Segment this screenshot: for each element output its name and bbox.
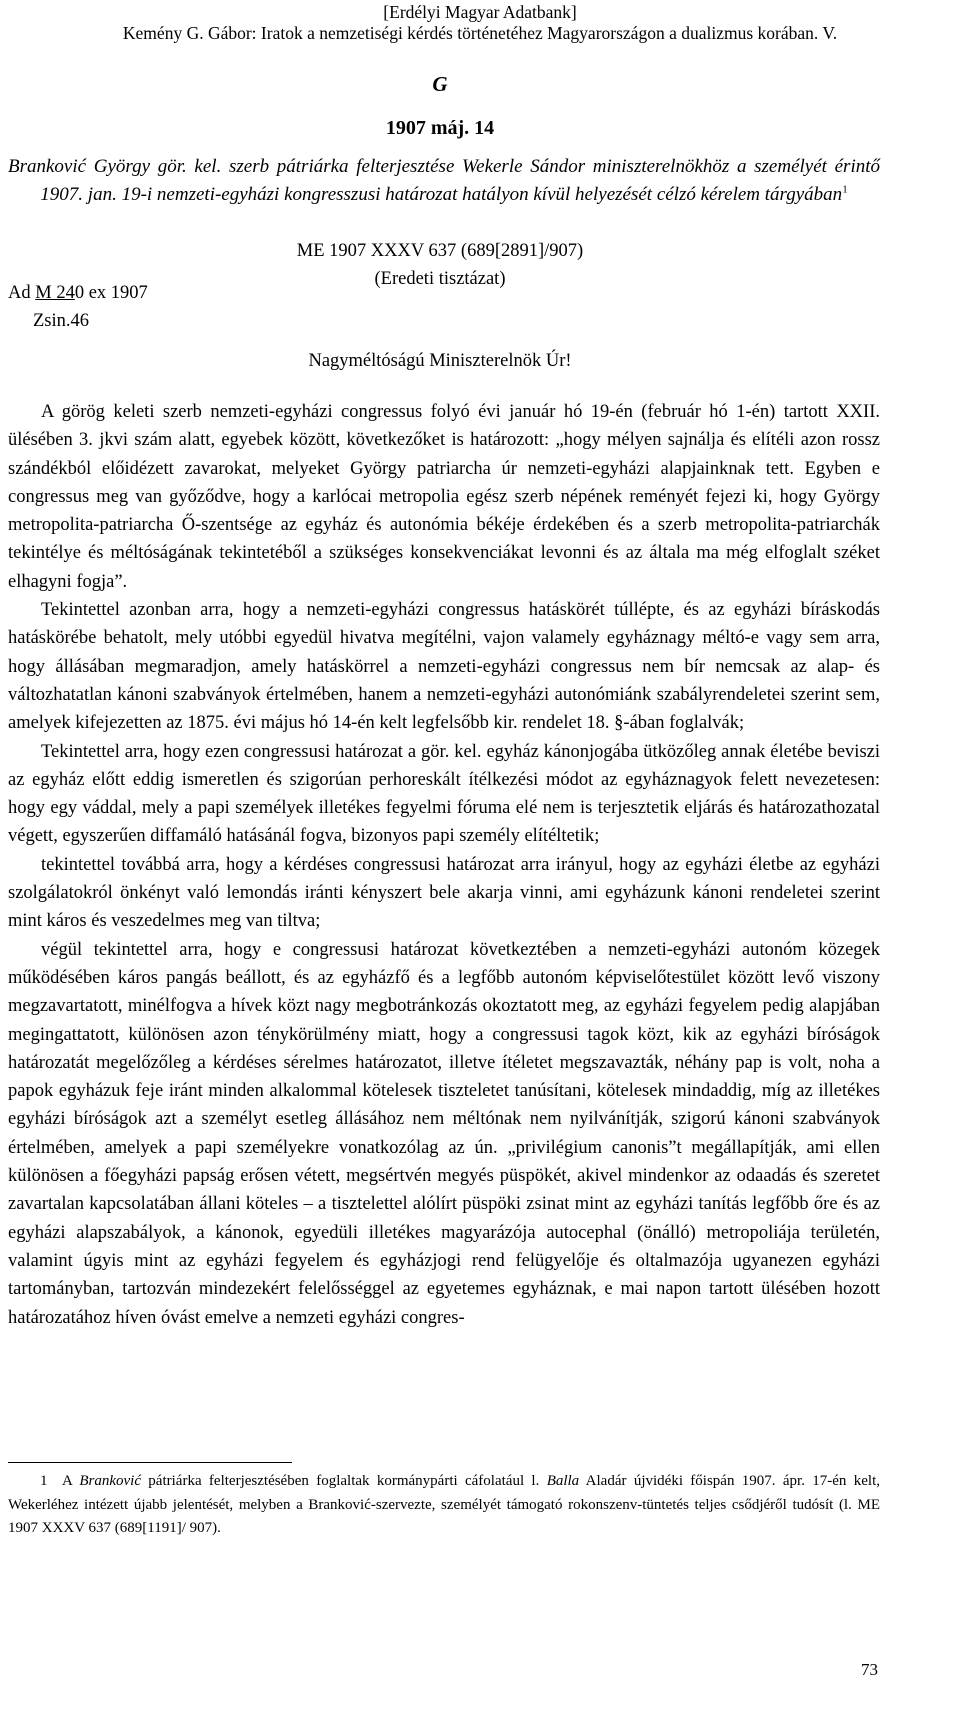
section-letter: G [432, 72, 448, 96]
filing-reference-line-1 [8, 279, 148, 307]
document-body [8, 398, 880, 1332]
filing-reference [8, 279, 148, 335]
footnote-reference[interactable]: 1 [842, 183, 848, 196]
body-paragraph: A görög keleti szerb nemzeti-egyházi congressus folyó évi január hó 19-én (február hó 1-én) tartott XXII. ülésében 3. jkvi szám alatt, egyebek között, következőket is határozott: „hogy mélyen sajnálja és elítéli azon rossz szándékból előidézett zavarokat, melyeket György patriarcha úr nemzeti-egyházi alapjainknak tett. Egyben e congressus meg van győződve, hogy a karlócai metropolia egész szerb népének reményét fejezi ki, hogy György metropolita-patriarcha Ő-szentsége az egyház és autonómia békéje érdekében és a szerb metropolita-patriarchák tekintélye és méltóságának tekintetéből a szükséges konsekvenciákat levonni és az általa ma még elfoglalt széket elhagyni fogja”. [8, 402, 880, 592]
document-title [8, 153, 880, 209]
filing-reference-line-2: Zsin.46 [33, 311, 90, 331]
filing-prefix: Ad [8, 283, 36, 303]
footnote-person-name: Branković [79, 1473, 141, 1489]
footnote-text: Aladár újvidéki főispán 1907. ápr. 17-én kelt, Wekerléhez intézett újabb jelentését, melyben a Branković-szervezte, személyét támogató rokonszenv-tüntetés teljes csődjéről tudósít (l. ME 1907 XXXV 637 (689[1191]/ 907). [8, 1473, 880, 1536]
archival-note: (Eredeti tisztázat) [374, 269, 506, 289]
page-header [0, 2, 960, 44]
archival-reference: ME 1907 XXXV 637 (689[2891]/907) [296, 241, 584, 261]
header-source-label: [Erdélyi Magyar Adatbank] [383, 2, 577, 22]
document-title-text: Branković György gör. kel. szerb pátriárka felterjesztése Wekerle Sándor miniszterelnökhöz a személyét érintő 1907. jan. 19-i nemzeti-egyházi kongresszusi határozat hatályon kívül helyezését célzó kérelem tárgyában [8, 156, 880, 205]
footnote-person-name: Balla [546, 1473, 580, 1489]
header-book-title: Kemény G. Gábor: Iratok a nemzetiségi kérdés történetéhez Magyarországon a dualizmus korában. V. [122, 23, 838, 43]
footnote [8, 1470, 880, 1541]
footnote-text: A [62, 1473, 80, 1489]
body-paragraph: tekintettel továbbá arra, hogy a kérdéses congressusi határozat arra irányul, hogy az egyházi életbe az egyházi szolgálatokról önkényt való lemondás iránti kényszert bele akarja vinni, ami egyházunk kánoni rendeletei szerint mint káros és veszedelmes meg van tiltva; [8, 854, 880, 932]
filing-suffix: 0 ex 1907 [74, 283, 148, 303]
body-paragraph: végül tekintettel arra, hogy e congressusi határozat következtében a nemzeti-egyházi autonóm közegek működésében káros pangás beállott, és az egyházfő és a legfőbb autonóm képviselőtestület között levő viszony megzavartatott, minélfogva a hívek közt nagy megbotránkozás okoztatott meg, az egyházi fegyelem pedig alapjában megingattatott, különösen azon ténykörülmény miatt, hogy a congressusi tagok közt, kik az egyházi bíróságok határozatát megelőzőleg a kérdéses sérelmes határozatot, illetve ítéletet megszavazták, néhány pap is volt, noha a papok egyházuk feje iránt minden alkalommal kötelesek tiszteletet tanúsítani, kötelesek mindaddig, míg az illetékes egyházi bíróságok azt a személyt esetleg állásához nem méltónak nem nyilvánítják, szigorú kánoni szabványok értelmében, amelyek a papi személyekre vonatkozólag az ún. „privilégium canonis”t megállapítják, ami ellen különösen a főegyházi papság erősen vétett, megsértvén megyés püspökét, akivel mindenkor az odaadás és szeretet zavartalan kapcsolatában állani köteles – a tisztelettel alólírt püspöki zsinat mint az egyházi tanítás legfőbb őre és az egyházi alapszabályok, a kánonok, egyedüli illetékes magyarázója autocephal (önálló) metropoliája területén, valamint úgyis mint az egyházi fegyelem és egyházjogi rend felügyelője és oltalmazója ugyanezen egyházi tartományban, tartozván mindezekért felelősséggel az egyetemes egyháznak, e mai napon tartott ülésében hozott határozatához híven óvást emelve a nemzeti egyházi congres- [8, 939, 880, 1328]
salutation: Nagyméltóságú Miniszterelnök Úr! [308, 351, 572, 371]
footnote-number: 1 [40, 1473, 48, 1489]
footnote-text: pátriárka felterjesztésében foglaltak kormánypárti cáfolatául l. [140, 1473, 547, 1489]
footnote-divider [8, 1462, 292, 1463]
filing-underlined: M 24 [35, 283, 75, 303]
body-paragraph: Tekintettel arra, hogy ezen congressusi határozat a gör. kel. egyház kánonjogába ütközőleg annak életébe beviszi az egyház előtt eddig ismeretlen és szigorúan perhoreskált ítélkezési módot az egyháznagyok felett nevezetesen: hogy egy váddal, mely a papi személyek illetékes fegyelmi fóruma elé nem is terjesztetik eljárás és határozathozatal végett, egyszerűen diffamáló hatásánál fogva, bizonyos papi személy elítéltetik; [8, 741, 880, 847]
page-number: 73 [861, 1660, 878, 1679]
body-paragraph: Tekintettel azonban arra, hogy a nemzeti-egyházi congressus hatáskörét túllépte, és az egyházi bíráskodás hatáskörébe behatolt, mely utóbbi egyedül hivatva megítélni, vajon valamely egyháznagy méltó-e vagy sem arra, hogy állásában megmaradjon, amely hatáskörrel a nemzeti-egyházi congressus nem bír nemcsak az alap- és változhatatlan kánoni szabványok értelmében, hanem a nemzeti-egyházi autonómiánk szabályrendeletei szerint sem, amelyek kifejezetten az 1875. évi május hó 14-én kelt legfelsőbb kir. rendelet 18. §-ában foglalvák; [8, 600, 880, 734]
document-date: 1907 máj. 14 [385, 117, 495, 139]
